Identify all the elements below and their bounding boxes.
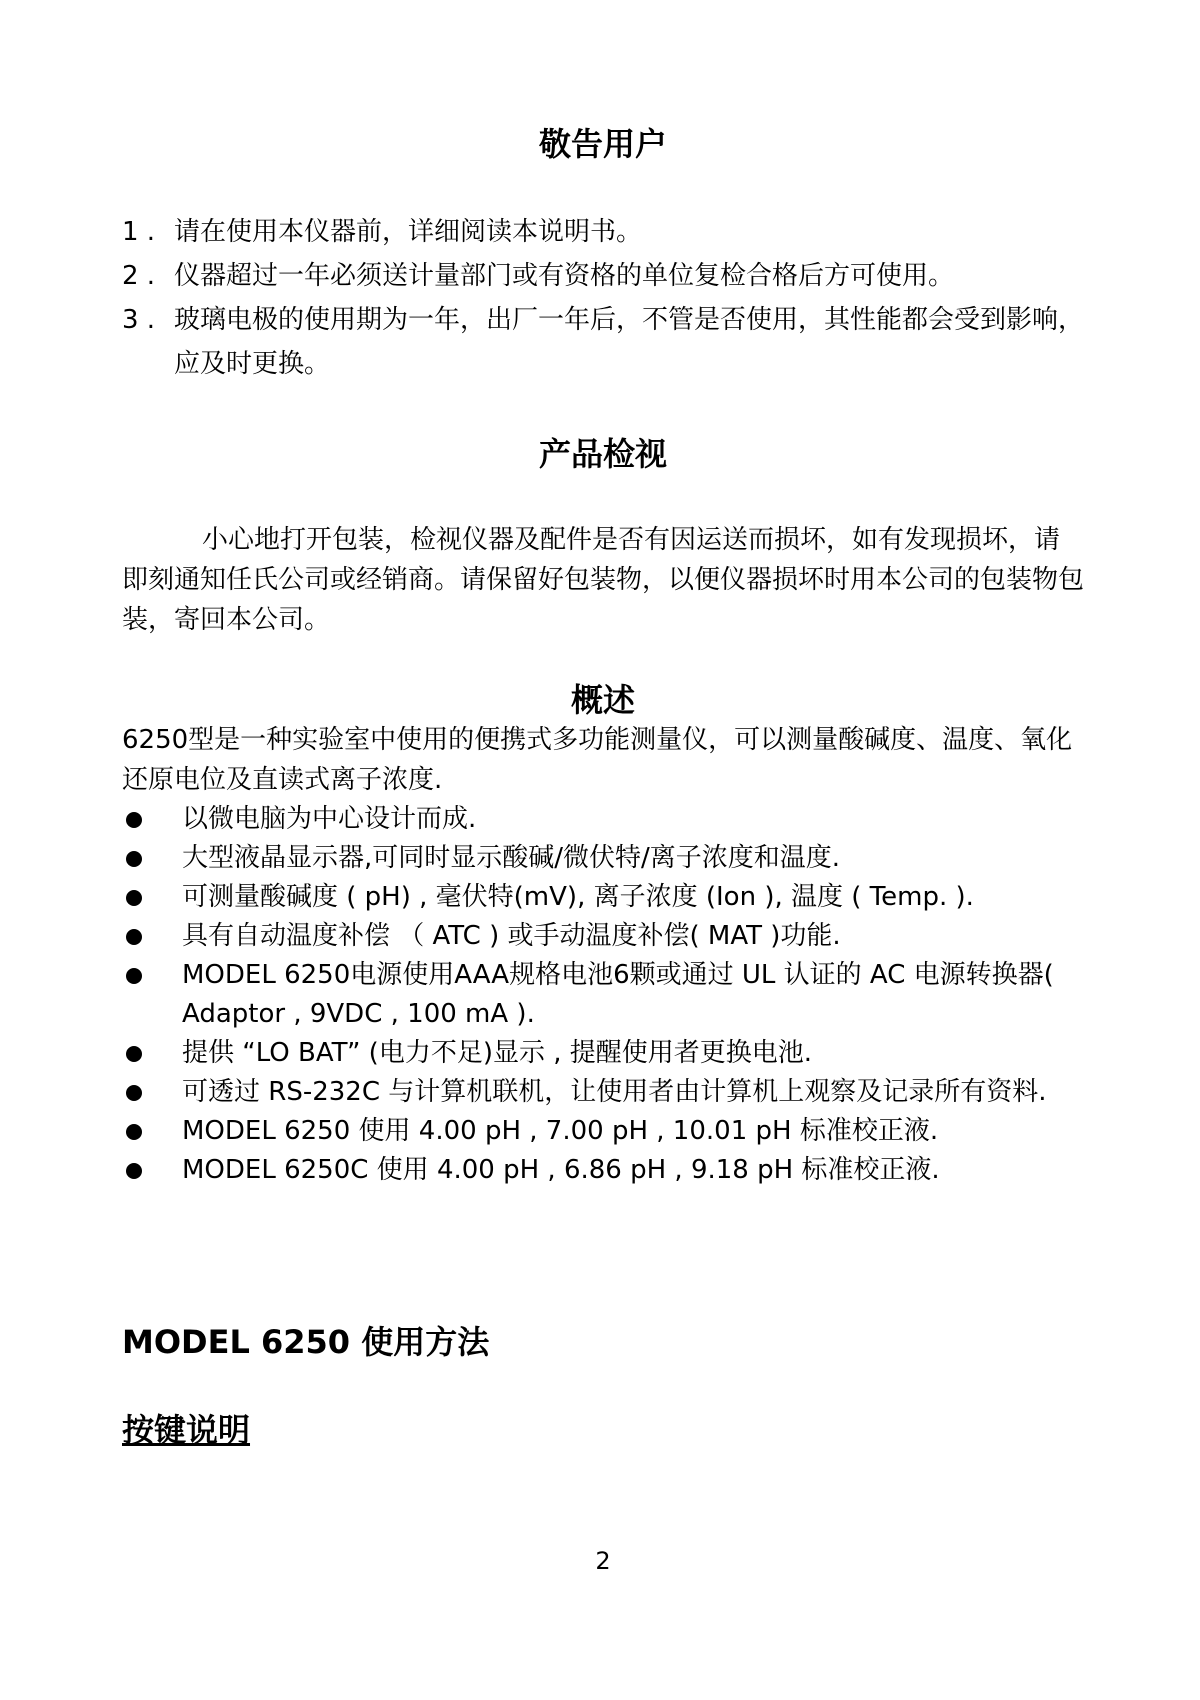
notice-item <box>122 298 1084 386</box>
bullet-icon <box>126 1124 142 1140</box>
notice-item <box>122 254 1084 298</box>
usage-title: 使用方法 <box>361 1323 490 1361</box>
feature-text: 以微电脑为中心设计而成. <box>182 804 477 834</box>
notice-heading: 敬告用户 <box>538 125 667 163</box>
notice-list <box>122 210 1084 386</box>
feature-text: 可透过 RS-232C 与计算机联机，让使用者由计算机上观察及记录所有资料. <box>182 1077 1047 1107</box>
bullet-icon <box>126 1046 142 1062</box>
feature-text: 大型液晶显示器,可同时显示酸碱/微伏特/离子浓度和温度. <box>182 843 841 873</box>
notice-item-number: 2 . <box>122 261 156 291</box>
feature-text: 可测量酸碱度 ( pH) , 毫伏特(mV), 离子浓度 (Ion ), 温度 ( Temp. ). <box>182 882 974 912</box>
keys-heading: 按键说明 <box>122 1411 251 1449</box>
feature-text: MODEL 6250 使用 4.00 pH , 7.00 pH , 10.01 pH 标准校正液. <box>182 1116 939 1146</box>
usage-model: MODEL 6250 <box>122 1323 362 1361</box>
feature-text: 具有自动温度补偿 （ ATC ) 或手动温度补偿( MAT )功能. <box>182 921 841 951</box>
notice-item-number: 3 . <box>122 305 156 335</box>
feature-item <box>122 917 1084 956</box>
bullet-icon <box>126 1163 142 1179</box>
feature-text: 提供 “LO BAT” (电力不足)显示 , 提醒使用者更换电池. <box>182 1038 813 1068</box>
inspection-heading: 产品检视 <box>538 435 667 473</box>
notice-item-number: 1 . <box>122 217 156 247</box>
bullet-icon <box>126 851 142 867</box>
overview-intro: 6250型是一种实验室中使用的便携式多功能测量仪，可以测量酸碱度、温度、氧化还原电位及直读式离子浓度. <box>122 725 1073 795</box>
feature-text: MODEL 6250C 使用 4.00 pH , 6.86 pH , 9.18 pH 标准校正液. <box>182 1155 940 1185</box>
document-page <box>122 0 1084 1700</box>
feature-item <box>122 839 1084 878</box>
feature-item <box>122 878 1084 917</box>
notice-item-text: 请在使用本仪器前，详细阅读本说明书。 <box>174 217 643 247</box>
feature-item <box>122 1034 1084 1073</box>
page-number: 2 <box>595 1547 611 1575</box>
feature-item <box>122 1112 1084 1151</box>
feature-text: MODEL 6250电源使用AAA规格电池6颗或通过 UL 认证的 AC 电源转换器( Adaptor , 9VDC , 100 mA ). <box>182 960 1054 1029</box>
feature-list <box>122 800 1084 1190</box>
overview-heading: 概述 <box>570 681 635 719</box>
bullet-icon <box>126 929 142 945</box>
inspection-paragraph: 小心地打开包装，检视仪器及配件是否有因运送而损坏，如有发现损坏，请即刻通知任氏公司或经销商。请保留好包装物，以便仪器损坏时用本公司的包装物包装，寄回本公司。 <box>122 525 1085 635</box>
bullet-icon <box>126 812 142 828</box>
usage-heading <box>122 1322 489 1362</box>
feature-item <box>122 956 1084 1034</box>
feature-item <box>122 1151 1084 1190</box>
notice-item-text: 仪器超过一年必须送计量部门或有资格的单位复检合格后方可使用。 <box>174 261 955 291</box>
notice-item <box>122 210 1084 254</box>
feature-item <box>122 800 1084 839</box>
bullet-icon <box>126 1085 142 1101</box>
feature-item <box>122 1073 1084 1112</box>
notice-item-text: 玻璃电极的使用期为一年，出厂一年后，不管是否使用，其性能都会受到影响，应及时更换。 <box>174 305 1085 379</box>
bullet-icon <box>126 890 142 906</box>
bullet-icon <box>126 968 142 984</box>
